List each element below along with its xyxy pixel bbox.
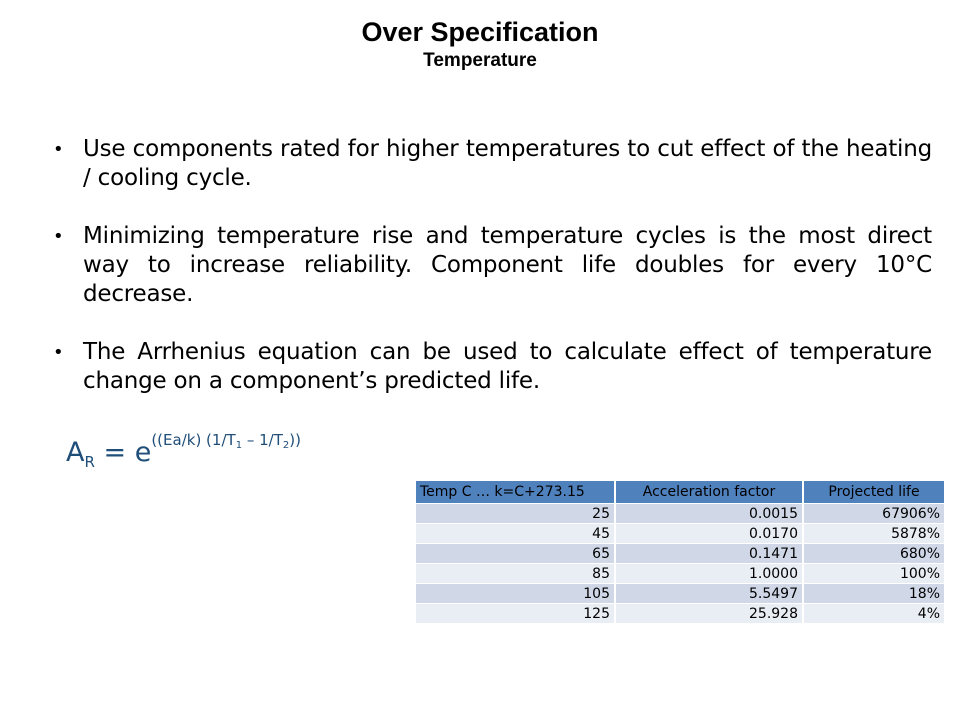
bullet-list: [50, 135, 932, 425]
bullet-dot-icon: •: [53, 342, 64, 363]
cell-acceleration: 25.928: [615, 604, 803, 624]
formula-exp-part3: )): [289, 431, 301, 449]
formula-exp-sub1: 1: [235, 440, 243, 451]
header-temp: Temp C … k=C+273.15: [416, 481, 615, 504]
acceleration-table: [416, 481, 946, 623]
arrhenius-formula: [66, 420, 301, 482]
bullet-dot-icon: •: [53, 226, 64, 247]
cell-acceleration: 1.0000: [615, 564, 803, 584]
table-row: [416, 524, 945, 544]
cell-temp: 125: [416, 604, 615, 624]
bullet-text: Minimizing temperature rise and temperature cycles is the most direct way to increase reliability. Component life doubles for every 10°C decrease.: [83, 223, 932, 307]
cell-acceleration: 0.0170: [615, 524, 803, 544]
table-row: [416, 504, 945, 524]
cell-temp: 25: [416, 504, 615, 524]
slide-title: Over Specification: [361, 17, 599, 47]
formula-exp-part2: – 1/T: [242, 431, 283, 449]
formula-equals: = e: [94, 437, 152, 468]
formula-exp-sub2: 2: [282, 440, 290, 451]
cell-temp: 65: [416, 544, 615, 564]
bullet-dot-icon: •: [53, 139, 64, 160]
cell-temp: 85: [416, 564, 615, 584]
cell-temp: 45: [416, 524, 615, 544]
table-row: [416, 604, 945, 624]
bullet-text: Use components rated for higher temperatures to cut effect of the heating / cooling cycle.: [83, 136, 932, 191]
header-acceleration: Acceleration factor: [615, 481, 803, 504]
cell-projected-life: 680%: [803, 544, 945, 564]
formula-lhs-subscript: R: [84, 453, 95, 471]
formula-lhs: A: [66, 437, 85, 468]
bullet-item-2: [50, 222, 932, 309]
table-row: [416, 584, 945, 604]
formula-exponent: [151, 431, 301, 449]
table-row: [416, 544, 945, 564]
cell-acceleration: 0.0015: [615, 504, 803, 524]
cell-projected-life: 100%: [803, 564, 945, 584]
cell-acceleration: 5.5497: [615, 584, 803, 604]
header-projected-life: Projected life: [803, 481, 945, 504]
cell-projected-life: 18%: [803, 584, 945, 604]
slide-subtitle: Temperature: [423, 50, 537, 71]
cell-projected-life: 4%: [803, 604, 945, 624]
cell-temp: 105: [416, 584, 615, 604]
cell-projected-life: 5878%: [803, 524, 945, 544]
cell-projected-life: 67906%: [803, 504, 945, 524]
table-row: [416, 564, 945, 584]
formula-exp-part1: ((Ea/k) (1/T: [151, 431, 236, 449]
bullet-item-1: [50, 135, 932, 193]
bullet-item-3: [50, 338, 932, 396]
table-header-row: [416, 481, 945, 504]
cell-acceleration: 0.1471: [615, 544, 803, 564]
bullet-text: The Arrhenius equation can be used to calculate effect of temperature change on a component’s predicted life.: [83, 339, 932, 394]
